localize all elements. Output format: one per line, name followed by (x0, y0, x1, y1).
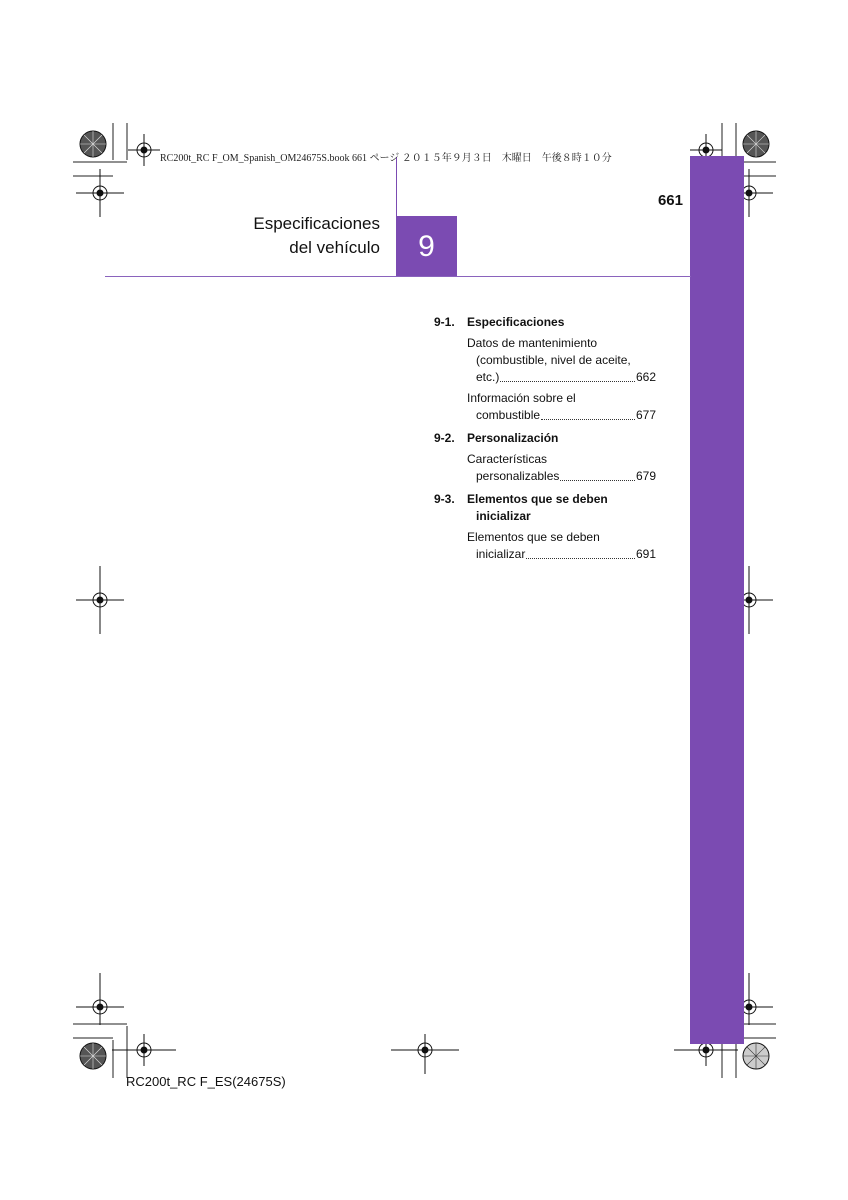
entry-page: 677 (635, 408, 656, 422)
table-of-contents (434, 314, 656, 563)
entry-page: 662 (635, 370, 656, 384)
chapter-title (200, 212, 380, 260)
dot-leader (541, 407, 635, 420)
entry-leader-row (467, 468, 656, 485)
chapter-side-tab (690, 156, 744, 1044)
entry-text: Características (467, 452, 548, 466)
chapter-title-line2: del vehículo (289, 238, 380, 257)
dot-leader (526, 546, 635, 559)
print-slug: RC200t_RC F_OM_Spanish_OM24675S.book 661 ページ ２０１５年９月３日 木曜日 午後８時１０分 (160, 153, 612, 164)
dot-leader (560, 468, 635, 481)
entry-text: Elementos que se deben (467, 530, 600, 544)
section-title-line1: Elementos que se deben (467, 492, 608, 506)
section-title: Especificaciones (467, 315, 565, 329)
entry-text: Datos de mantenimiento (467, 336, 598, 350)
entry-page: 691 (635, 547, 656, 561)
chapter-title-line1: Especificaciones (253, 214, 380, 233)
toc-section-9-3[interactable] (434, 491, 656, 525)
entry-page: 679 (635, 469, 656, 483)
entry-text: etc.) (476, 370, 500, 384)
entry-text: combustible (476, 408, 541, 422)
toc-section-9-1[interactable] (434, 314, 656, 331)
section-number: 9-3. (434, 492, 455, 506)
toc-entry[interactable] (467, 335, 656, 386)
toc-entry[interactable] (467, 390, 656, 424)
toc-entry[interactable] (467, 451, 656, 485)
header-rule (105, 276, 691, 277)
section-title (467, 491, 656, 525)
header-divider (396, 157, 397, 217)
section-title: Personalización (467, 431, 559, 445)
page-number: 661 (657, 192, 683, 209)
entry-text: (combustible, nivel de aceite, (476, 353, 631, 367)
footer-book-code: RC200t_RC F_ES(24675S) (126, 1074, 286, 1089)
toc-entry[interactable] (467, 529, 656, 563)
entry-leader-row (467, 546, 656, 563)
chapter-number-box: 9 (396, 216, 457, 277)
section-number: 9-2. (434, 431, 455, 445)
dot-leader (500, 369, 635, 382)
toc-section-9-2[interactable] (434, 430, 656, 447)
section-title-line2: inicializar (476, 509, 531, 523)
entry-text: personalizables (476, 469, 560, 483)
entry-leader-row (467, 407, 656, 424)
entry-leader-row (467, 369, 656, 386)
entry-text: inicializar (476, 547, 526, 561)
section-number: 9-1. (434, 315, 455, 329)
entry-text: Información sobre el (467, 391, 576, 405)
